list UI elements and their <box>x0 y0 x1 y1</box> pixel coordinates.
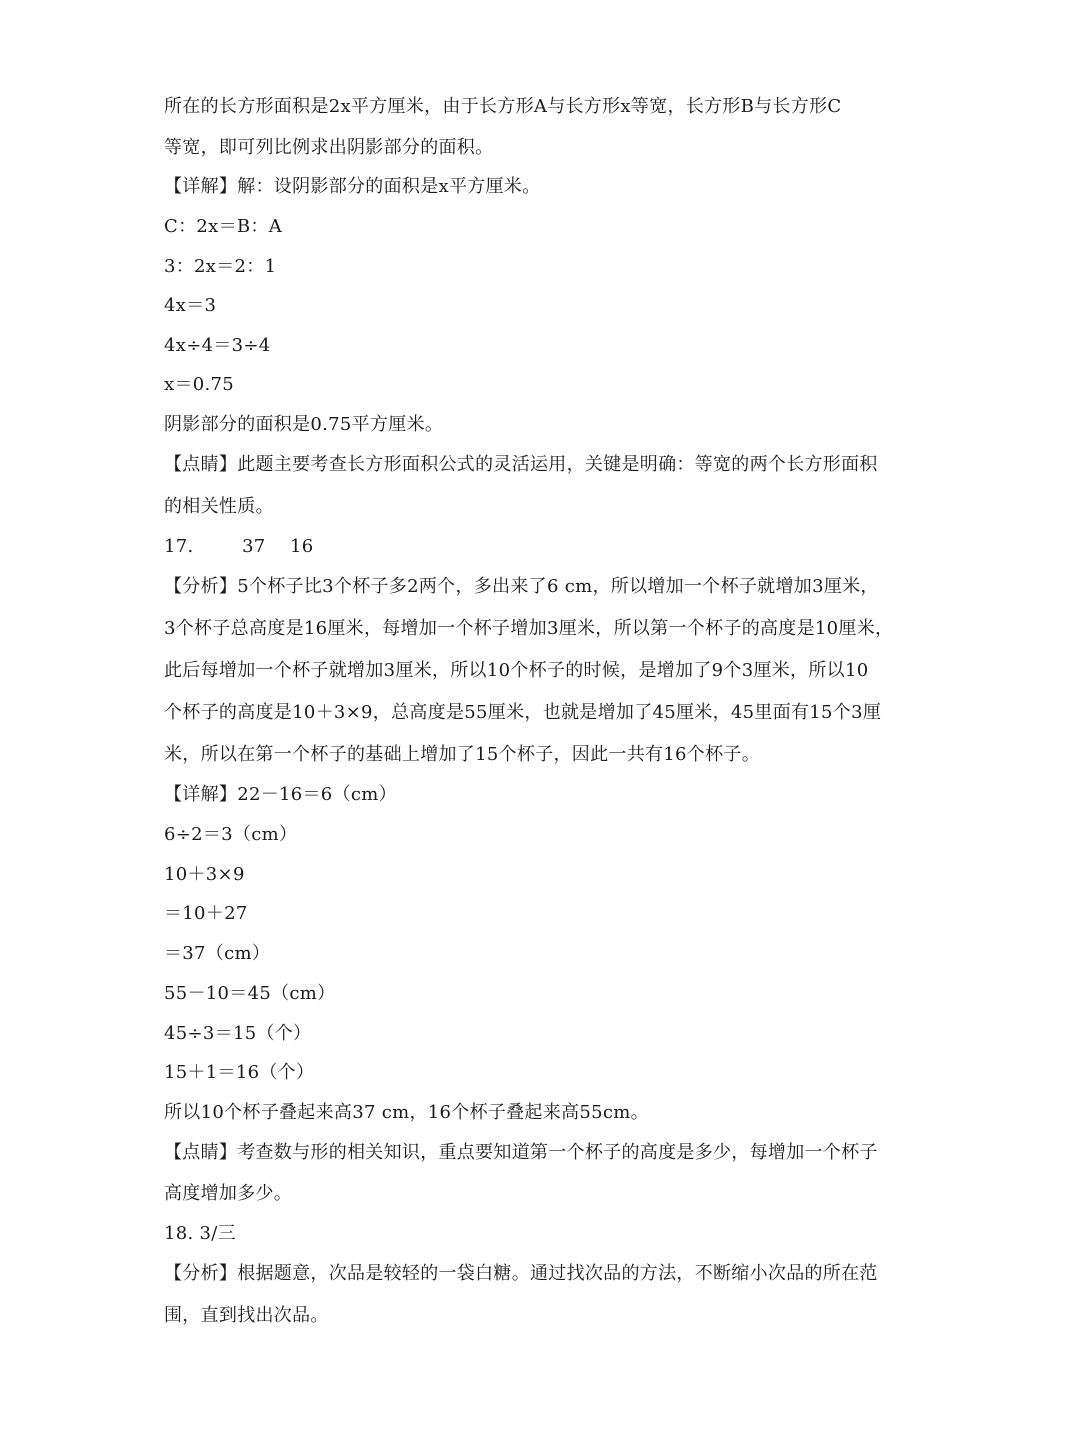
text-line: 【详解】解：设阴影部分的面积是x平方厘米。 <box>164 176 541 197</box>
text-line: 55－10＝45（cm） <box>164 983 336 1004</box>
text-line: 所以10个杯子叠起来高37 cm，16个杯子叠起来高55cm。 <box>164 1102 649 1123</box>
text-line: x＝0.75 <box>164 374 235 395</box>
text-line: 【分析】5个杯子比3个杯子多2两个，多出来了6 cm，所以增加一个杯子就增加3厘米， <box>164 576 879 597</box>
text-line: 的相关性质。 <box>164 496 274 517</box>
text-line: 【详解】22－16＝6（cm） <box>164 784 397 805</box>
text-line: 【分析】根据题意，次品是较轻的一袋白糖。通过找次品的方法，不断缩小次品的所在范 <box>164 1263 878 1284</box>
text-line: 4x＝3 <box>164 295 217 316</box>
question-number: 17. <box>164 536 194 557</box>
text-line: ＝37（cm） <box>164 943 271 964</box>
text-line: 【点睛】此题主要考查长方形面积公式的灵活运用，关键是明确：等宽的两个长方形面积 <box>164 454 878 475</box>
text-line: 3个杯子总高度是16厘米，每增加一个杯子增加3厘米，所以第一个杯子的高度是10厘米， <box>164 618 894 639</box>
text-line: 等宽，即可列比例求出阴影部分的面积。 <box>164 137 494 158</box>
text-line: 围，直到找出次品。 <box>164 1305 329 1326</box>
text-line: 18. 3/三 <box>164 1223 236 1244</box>
text-line: 3：2x＝2：1 <box>164 256 277 277</box>
answer-1: 37 <box>242 536 266 557</box>
text-line: 6÷2＝3（cm） <box>164 824 298 845</box>
text-line: 15＋1＝16（个） <box>164 1062 315 1083</box>
text-line: 10＋3×9 <box>164 864 245 885</box>
text-line: 45÷3＝15（个） <box>164 1023 312 1044</box>
text-line: 此后每增加一个杯子就增加3厘米，所以10个杯子的时候，是增加了9个3厘米，所以10 <box>164 660 869 681</box>
text-line: 阴影部分的面积是0.75平方厘米。 <box>164 414 444 435</box>
text-line: C：2x＝B：A <box>164 216 283 237</box>
text-line: 所在的长方形面积是2x平方厘米，由于长方形A与长方形x等宽，长方形B与长方形C <box>164 96 842 117</box>
question-17-header <box>164 534 944 560</box>
text-line: 【点睛】考查数与形的相关知识，重点要知道第一个杯子的高度是多少，每增加一个杯子 <box>164 1142 878 1163</box>
answer-2: 16 <box>290 536 314 557</box>
text-line: 4x÷4＝3÷4 <box>164 335 271 356</box>
text-line: ＝10＋27 <box>164 903 248 924</box>
text-line: 高度增加多少。 <box>164 1183 293 1204</box>
text-line: 米，所以在第一个杯子的基础上增加了15个杯子，因此一共有16个杯子。 <box>164 744 761 765</box>
text-line: 个杯子的高度是10＋3×9，总高度是55厘米，也就是增加了45厘米，45里面有15个3厘 <box>164 702 882 723</box>
